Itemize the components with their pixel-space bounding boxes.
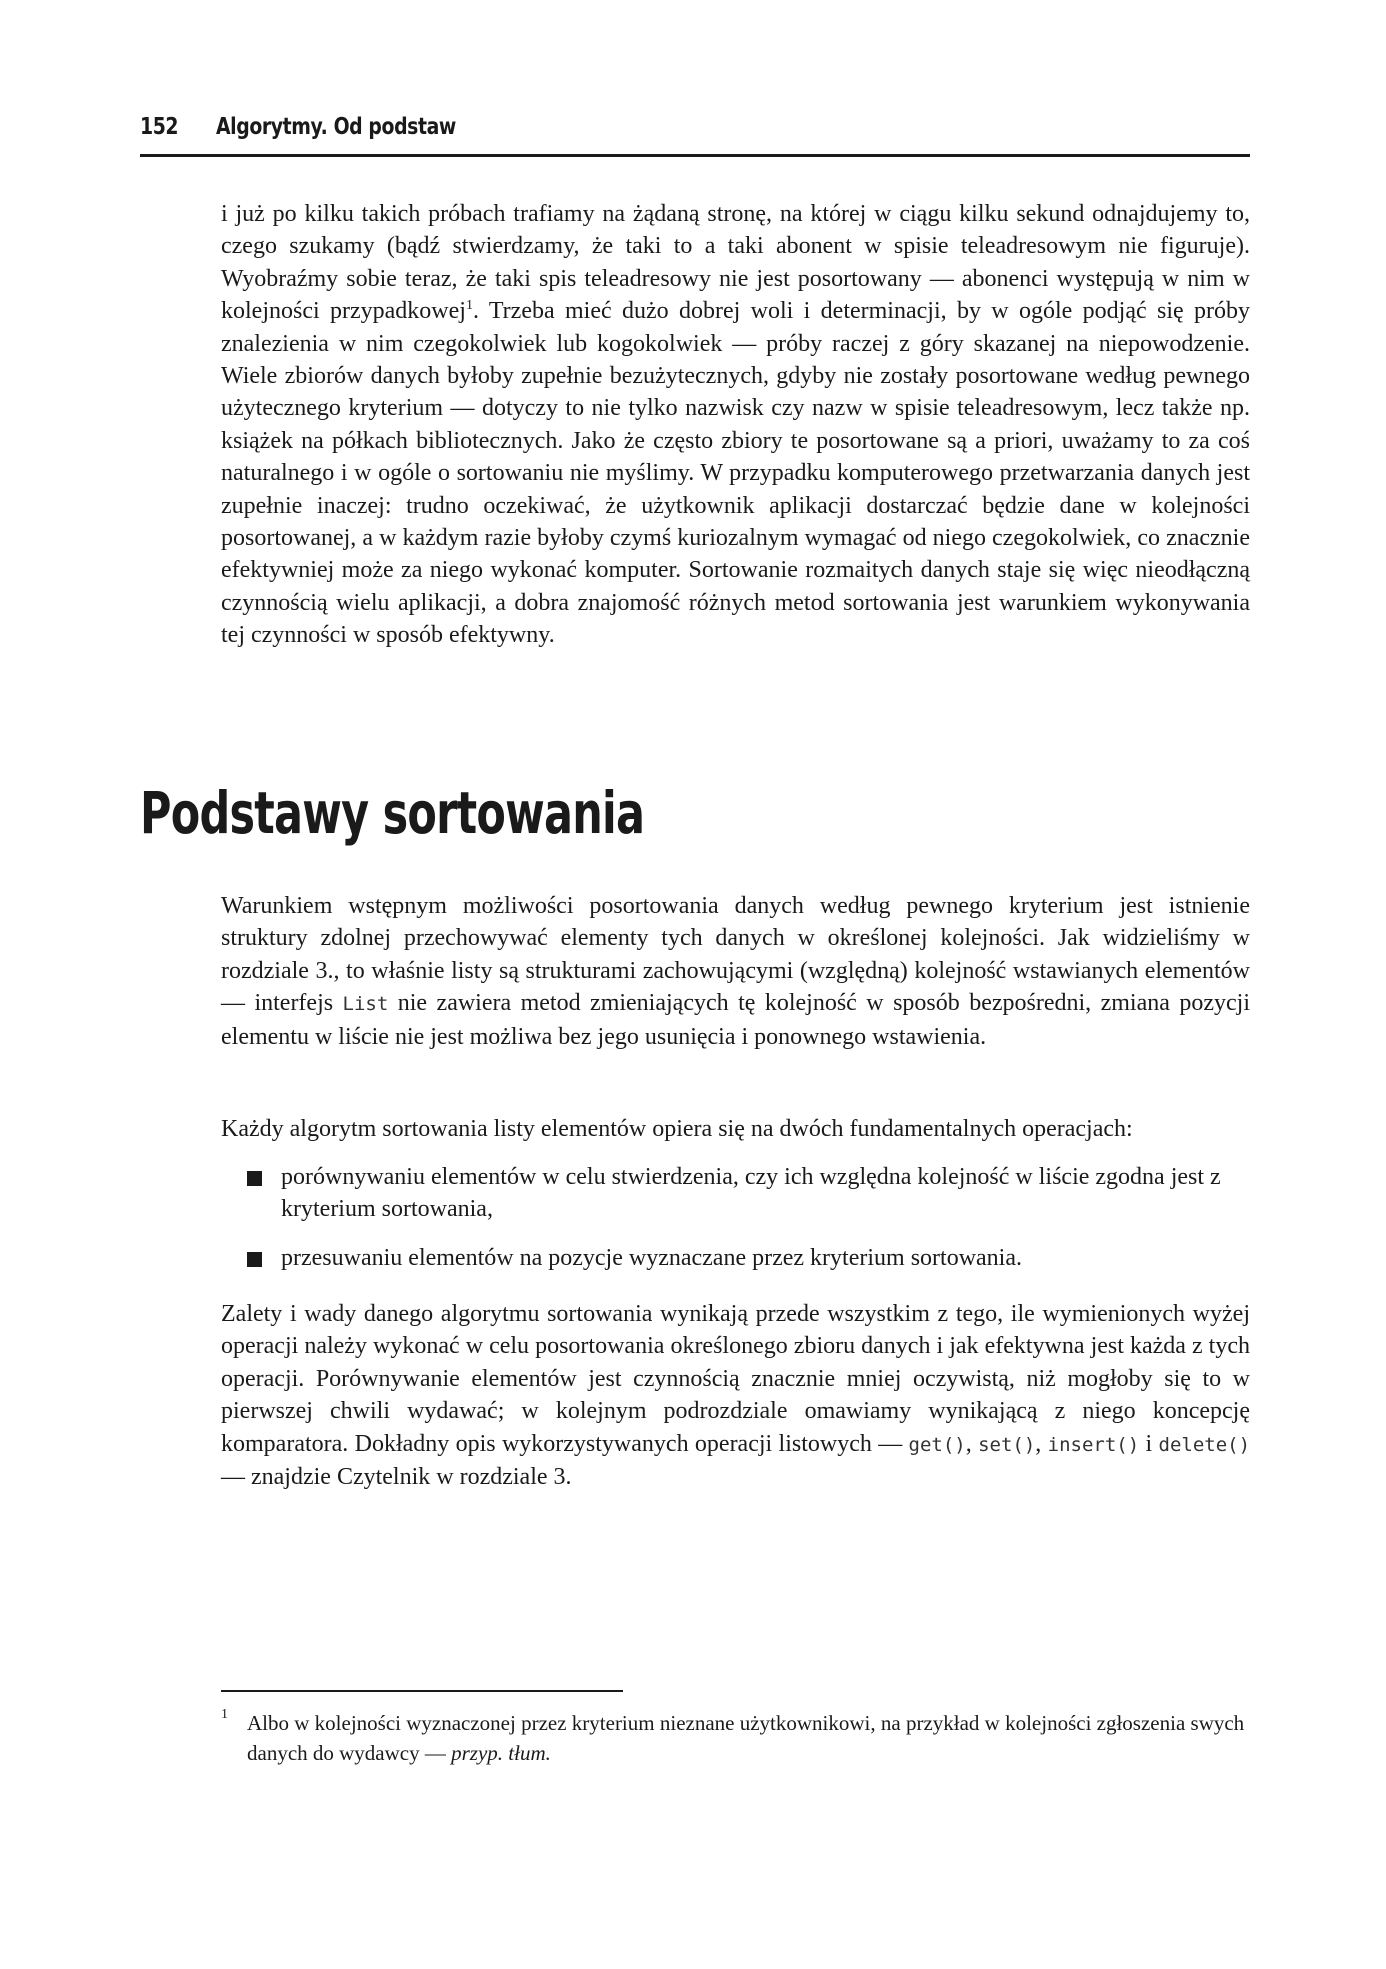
section-paragraph-1-text-a: Warunkiem wstępnym możliwości posortowania danych według pewnego kryterium jest istnienie struktury zdolnej przechowywać elementy tych danych w określonej kolejności. Jak widzieliśmy w rozdziale 3., to właśnie listy są strukturami zachowującymi (względną) kolejność wstawianych elementów — interfejs <box>221 893 1250 1017</box>
intro-paragraph <box>221 198 1250 652</box>
footnote-divider <box>221 1690 623 1692</box>
footnote-text: Albo w kolejności wyznaczonej przez kryterium nieznane użytkownikowi, na przykład w kolejności zgłoszenia swych danych do wydawcy — <box>247 1711 1245 1765</box>
separator: , <box>965 1430 979 1457</box>
square-bullet-icon <box>247 1252 262 1267</box>
footnote-reference[interactable]: 1 <box>465 298 473 314</box>
page-number: 152 <box>140 114 179 140</box>
list-item-text: porównywaniu elementów w celu stwierdzenia, czy ich względna kolejność w liście zgodna jest z kryterium sortowania, <box>281 1164 1221 1223</box>
section-paragraph-3-end: — znajdzie Czytelnik w rozdziale 3. <box>221 1464 572 1491</box>
section-paragraph-3 <box>221 1298 1250 1493</box>
section-paragraph-1 <box>221 890 1250 1053</box>
list-item <box>247 1242 1250 1274</box>
code-set: set() <box>978 1433 1036 1456</box>
footnote-note: przyp. tłum. <box>451 1741 551 1765</box>
intro-text-part-2: . Trzeba mieć dużo dobrej woli i determinacji, by w ogóle podjąć się próby znalezienia w nim czegokolwiek lub kogokolwiek — próby raczej z góry skazanej na niepowodzenie. Wiele zbiorów danych byłoby zupełnie bezużytecznych, gdyby nie zostały posortowane według pewnego użytecznego kryterium — dotyczy to nie tylko nazwisk czy nazw w spisie teleadresowym, lecz także np. książek na półkach bibliotecznych. Jako że często zbiory te posortowane są a priori, uważamy to za coś naturalnego i w ogóle o sortowaniu nie myślimy. W przypadku komputerowego przetwarzania danych jest zupełnie inaczej: trudno oczekiwać, że użytkownik aplikacji dostarczać będzie dane w kolejności posortowanej, a w każdym razie byłoby czymś kuriozalnym wymagać od niego czegokolwiek, co znacznie efektywniej może za niego wykonać komputer. Sortowanie rozmaitych danych staje się więc nieodłączną czynnością wielu aplikacji, a dobra znajomość różnych metod sortowania jest warunkiem wykonywania tej czynności w sposób efektywny. <box>221 298 1250 649</box>
code-list-interface: List <box>342 993 389 1016</box>
footnote-number: 1 <box>221 1707 228 1722</box>
footnote <box>221 1708 1276 1768</box>
list-item-text: przesuwaniu elementów na pozycje wyznaczane przez kryterium sortowania. <box>281 1244 1022 1271</box>
list-item <box>247 1161 1250 1226</box>
running-header <box>140 112 1250 157</box>
separator: , <box>1035 1430 1048 1457</box>
code-delete: delete() <box>1158 1433 1251 1456</box>
square-bullet-icon <box>247 1171 262 1186</box>
section-heading: Podstawy sortowania <box>140 779 645 847</box>
code-get: get() <box>908 1433 966 1456</box>
book-title: Algorytmy. Od podstaw <box>216 114 456 140</box>
section-paragraph-3-text: Zalety i wady danego algorytmu sortowania wynikają przede wszystkim z tego, ile wymienionych wyżej operacji należy wykonać w celu posortowania określonego zbioru danych i jak efektywna jest każda z tych operacji. Porównywanie elementów jest czynnością znacznie mniej oczywistą, niż mogłoby się to w pierwszej chwili wydawać; w kolejnym podrozdziale omawiamy wynikającą z niego koncepcję komparatora. Dokładny opis wykorzystywanych operacji listowych — <box>221 1301 1250 1457</box>
section-paragraph-1-text-b: nie zawiera metod zmieniających tę kolejność w sposób bezpośredni, zmiana pozycji elementu w liście nie jest możliwa bez jego usunięcia i ponownego wstawienia. <box>221 990 1250 1050</box>
separator: i <box>1139 1430 1159 1457</box>
code-insert: insert() <box>1047 1433 1140 1456</box>
intro-text-part-1: i już po kilku takich próbach trafiamy na żądaną stronę, na której w ciągu kilku sekund odnajdujemy to, czego szukamy (bądź stwierdzamy, że taki to a taki abonent w spisie teleadresowym nie figuruje). Wyobraźmy sobie teraz, że taki spis teleadresowy nie jest posortowany — abonenci występują w nim w kolejności przypadkowej <box>221 201 1250 325</box>
operations-list <box>247 1161 1250 1290</box>
section-paragraph-2: Każdy algorytm sortowania listy elementów opiera się na dwóch fundamentalnych operacjach: <box>221 1116 1133 1142</box>
